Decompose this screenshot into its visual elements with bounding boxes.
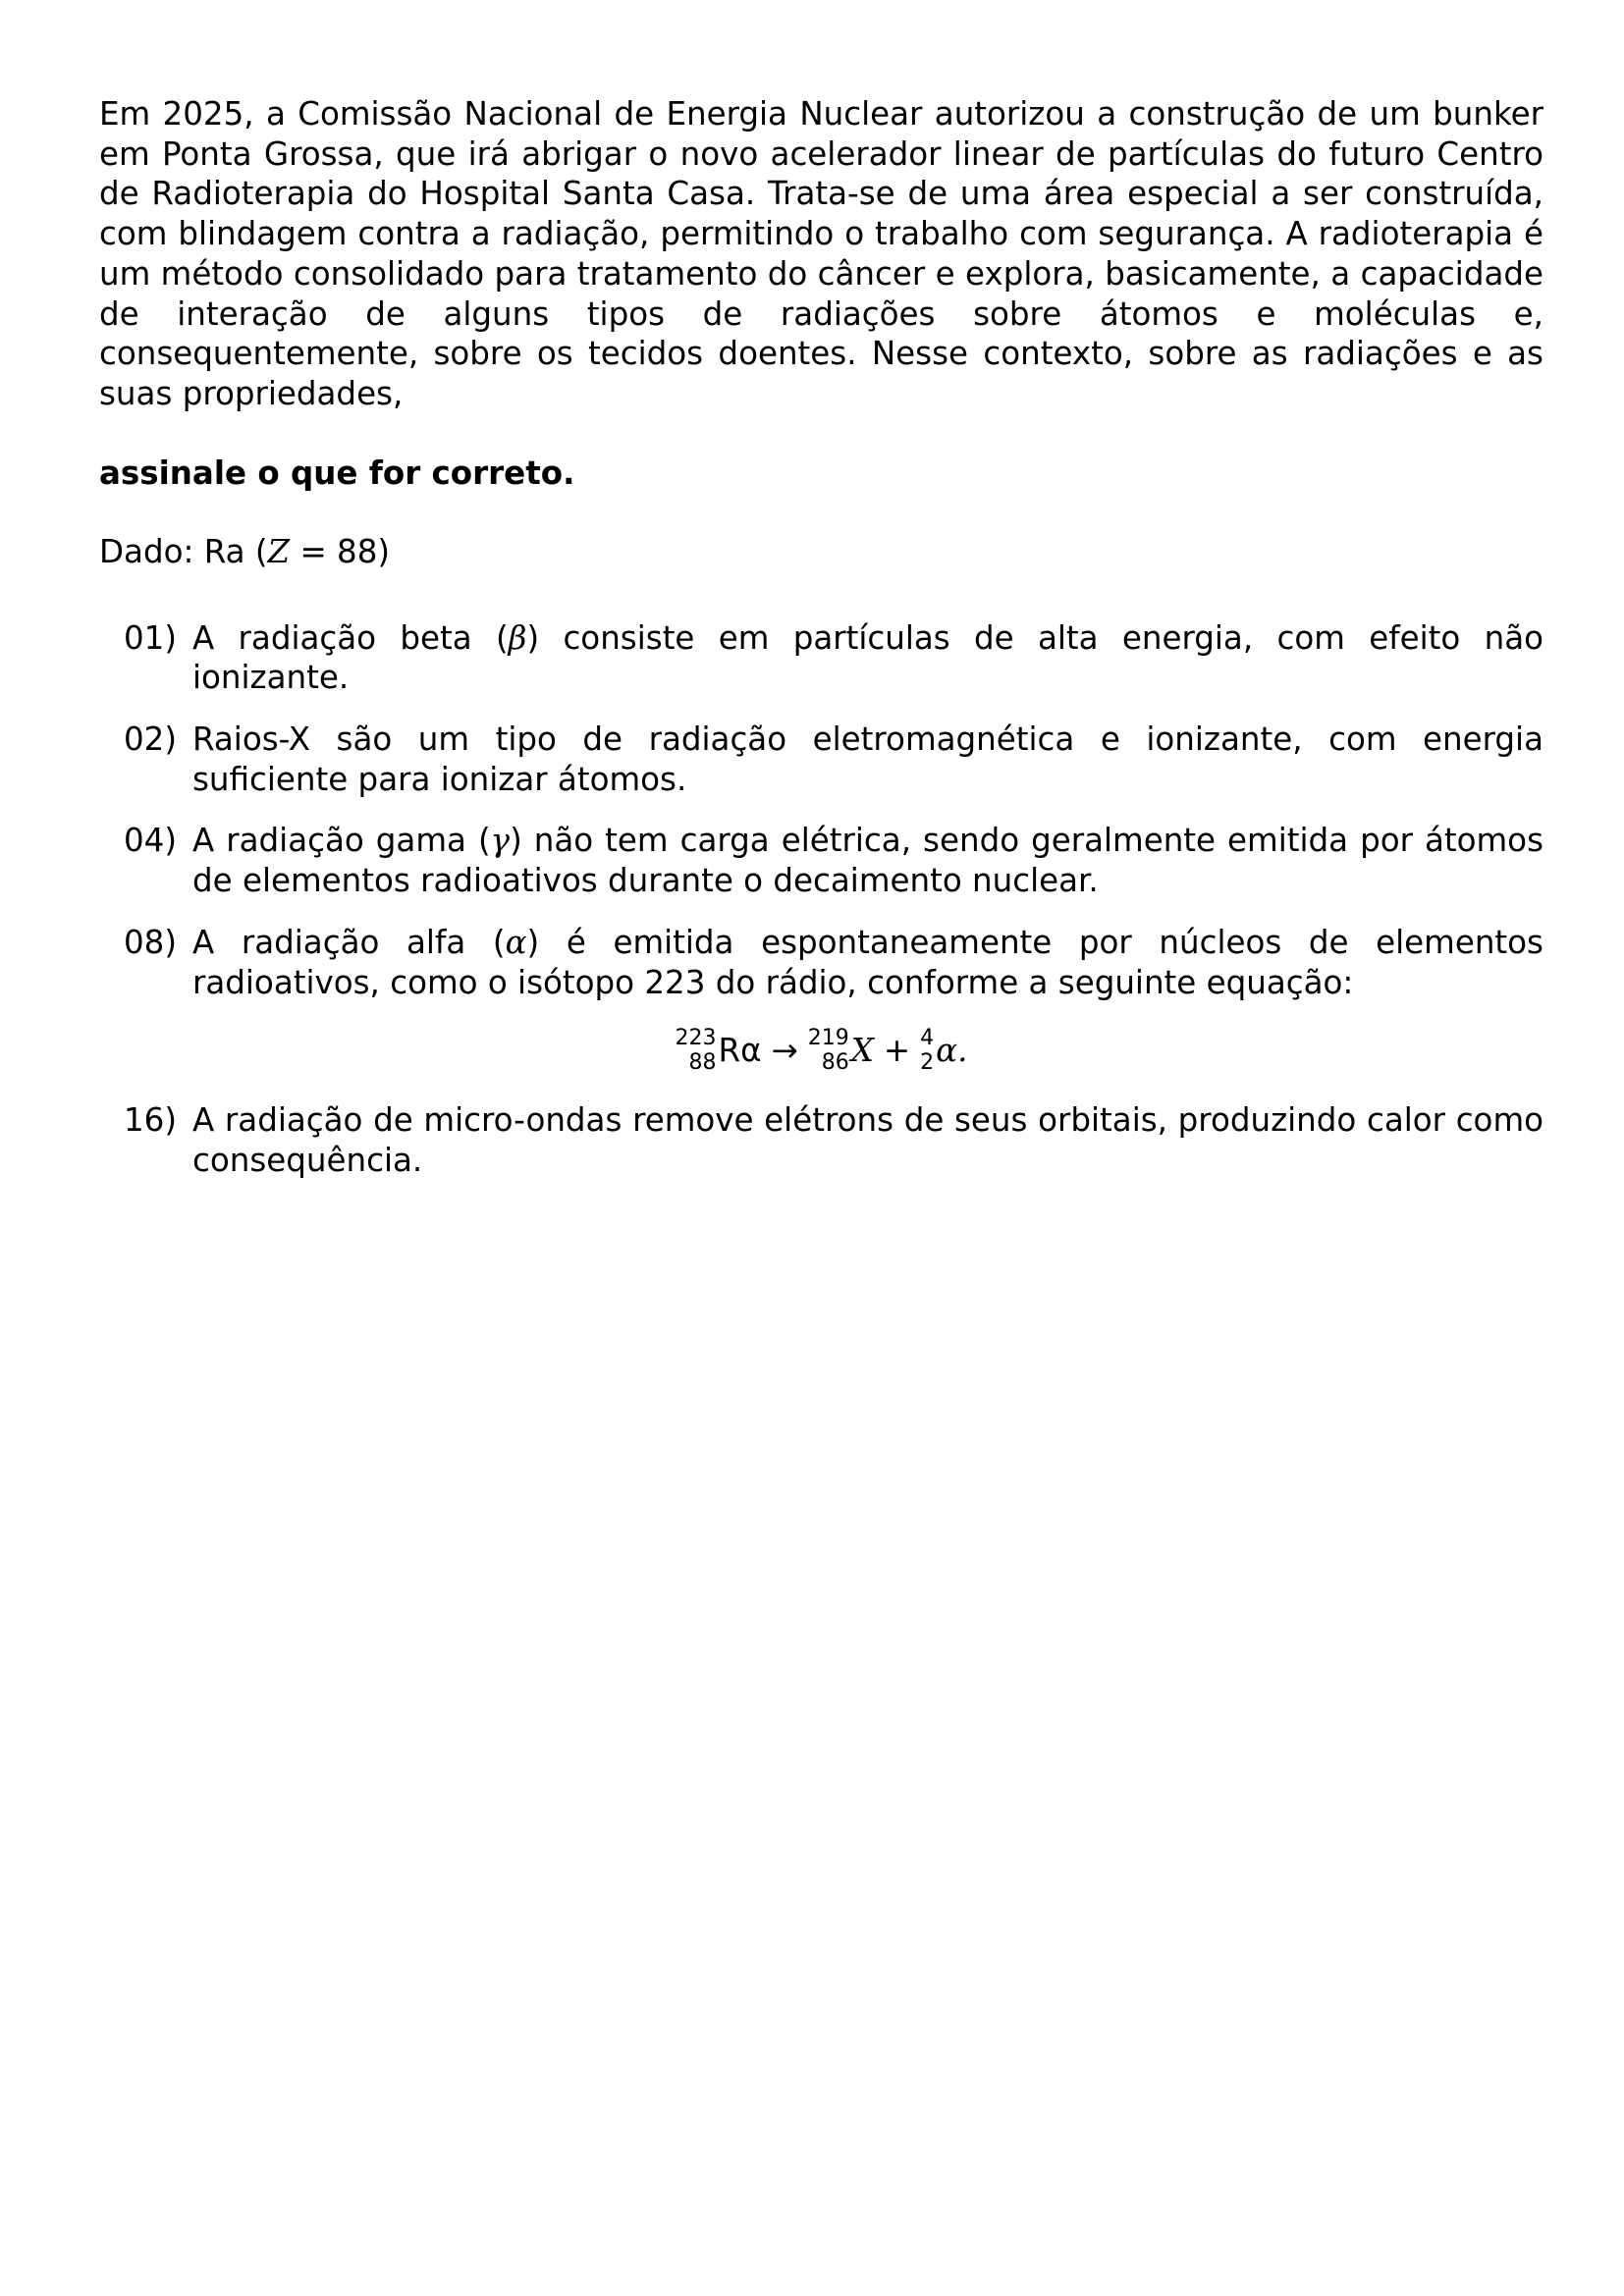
option-number: 04) [124,822,178,860]
option-text-b: ) consiste em partículas de alta energia, com efeito não ionizante. [192,618,1543,697]
option-text-a: A radiação alfa ( [192,923,506,961]
option-text: A radiação de micro-ondas remove elétrons de seus orbitais, produzindo calor como consequência. [192,1101,1543,1179]
option-02 [99,720,1543,799]
equation-period: . [957,1031,968,1069]
option-text-a: A radiação gama ( [192,822,491,860]
option-04 [99,821,1543,900]
option-01 [99,618,1543,698]
given-variable: Z [267,532,291,570]
alpha-atomic-number: 2 [920,1050,935,1076]
x-symbol: X [850,1031,874,1069]
x-mass-number: 219 [807,1026,849,1051]
alpha-symbol: α [936,1031,958,1069]
options-list [99,618,1543,1181]
ra-atomic-number: 88 [688,1050,717,1076]
option-text: Raios-X são um tipo de radiação eletromagnética e ionizante, com energia suficiente para ionizar átomos. [192,721,1543,798]
option-number: 01) [124,618,178,657]
given-suffix: = 88) [290,532,391,570]
option-08 [99,923,1543,1079]
reaction-arrow: → [771,1031,798,1069]
option-16 [99,1100,1543,1180]
option-symbol: α [505,923,527,961]
option-text-b: ) é emitida espontaneamente por núcleos de elementos radioativos, como o isótopo 223 do rádio, conforme a seguinte equação: [192,923,1543,1001]
alpha-mass-number: 4 [920,1026,935,1051]
option-text-b: ) não tem carga elétrica, sendo geralmente emitida por átomos de elementos radioativos durante o decaimento nuclear. [192,822,1543,900]
alpha-particle [920,1026,967,1075]
plus-sign: + [883,1031,911,1069]
x-nuclide [808,1026,874,1075]
ra-symbol: Rα [718,1031,762,1069]
option-symbol: γ [490,822,511,860]
option-number: 08) [124,923,178,961]
given-data [99,532,1543,571]
x-atomic-number: 86 [821,1050,849,1076]
decay-equation [99,1022,1543,1079]
option-number: 16) [124,1101,178,1140]
radium-nuclide [676,1026,762,1075]
option-number: 02) [124,721,178,759]
option-symbol: β [508,618,527,657]
question-intro: Em 2025, a Comissão Nacional de Energia Nuclear autorizou a construção de um bunker em Ponta Grossa, que irá abrigar o novo acelerador linear de partículas do futuro Centro de Radioterapia do Hospital Santa Casa. Trata-se de uma área especial a ser construída, com blindagem contra a radiação, permitindo o trabalho com segurança. A radioterapia é um método consolidado para tratamento do câncer e explora, basicamente, a capacidade de interação de alguns tipos de radiações sobre átomos e moléculas e, consequentemente, sobre os tecidos doentes. Nesse contexto, sobre as radiações e as suas propriedades, [99,95,1543,412]
ra-mass-number: 223 [675,1026,717,1051]
question-instruction: assinale o que for correto. [99,454,575,492]
given-prefix: Dado: Ra ( [99,532,268,570]
option-text-a: A radiação beta ( [192,618,509,657]
